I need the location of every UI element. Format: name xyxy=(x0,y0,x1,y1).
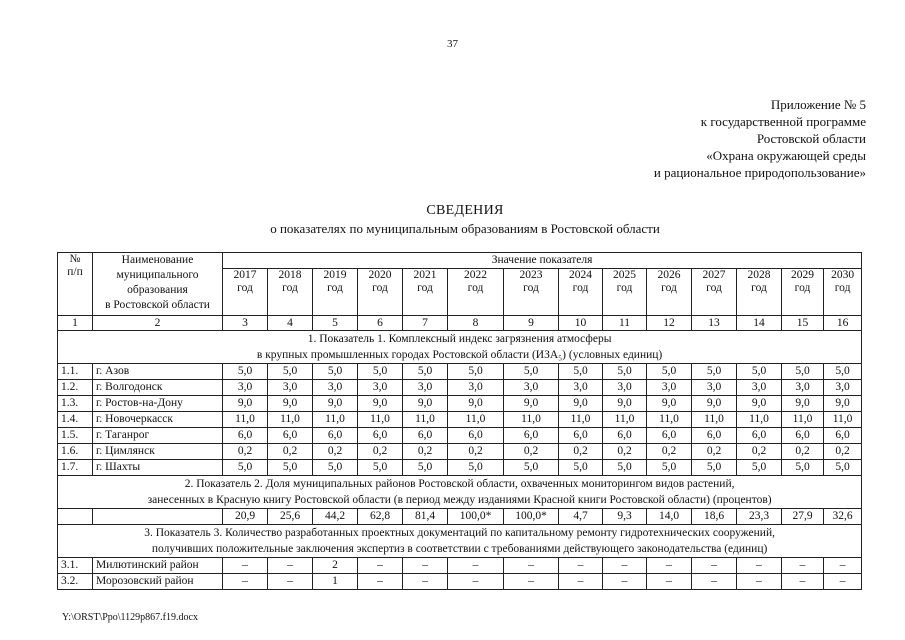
row-number: 1.1. xyxy=(58,364,93,380)
indicator-value: 3,0 xyxy=(647,380,692,396)
year-value: 2017 xyxy=(233,269,257,281)
year-header xyxy=(603,269,647,316)
indicator-value: – xyxy=(268,558,313,574)
indicator-value: 11,0 xyxy=(603,412,647,428)
indicator-value: – xyxy=(223,558,268,574)
indicator-value: 9,0 xyxy=(358,396,403,412)
indicator-value: 5,0 xyxy=(603,460,647,476)
column-number: 10 xyxy=(559,316,603,331)
indicator-value: 25,6 xyxy=(268,509,313,525)
indicator-value: 11,0 xyxy=(647,412,692,428)
indicator-value: 5,0 xyxy=(504,460,559,476)
column-number: 16 xyxy=(824,316,862,331)
indicator-value: 5,0 xyxy=(603,364,647,380)
table-row xyxy=(58,380,862,396)
indicator-value: 3,0 xyxy=(268,380,313,396)
indicator-value: – xyxy=(737,574,782,590)
indicator-value: 5,0 xyxy=(268,364,313,380)
indicator-value: 6,0 xyxy=(313,428,358,444)
indicator-value: 9,0 xyxy=(268,396,313,412)
indicator-value: 6,0 xyxy=(559,428,603,444)
indicator-value: – xyxy=(692,574,737,590)
indicator-value: 5,0 xyxy=(737,364,782,380)
column-number: 6 xyxy=(358,316,403,331)
row-number: 1.3. xyxy=(58,396,93,412)
indicator-value: 11,0 xyxy=(268,412,313,428)
indicator-value: 3,0 xyxy=(692,380,737,396)
header-values: Значение показателя xyxy=(223,253,862,269)
indicator-value: 3,0 xyxy=(603,380,647,396)
indicator-value: 0,2 xyxy=(647,444,692,460)
indicator-value: 11,0 xyxy=(737,412,782,428)
indicator-value: 11,0 xyxy=(692,412,737,428)
indicator-value: 3,0 xyxy=(358,380,403,396)
indicator-value: 5,0 xyxy=(448,460,504,476)
indicator-value: 9,0 xyxy=(603,396,647,412)
year-suffix: год xyxy=(616,282,633,294)
column-number: 11 xyxy=(603,316,647,331)
indicator-value: 3,0 xyxy=(448,380,504,396)
section-title: 2. Показатель 2. Доля муниципальных районов Ростовской области, охваченных мониторингом видов растений, занесенных в Красную книгу Ростовской области (в период между изданиями Красной книги Ростовской области) (процентов) xyxy=(58,476,862,509)
municipality-name: Морозовский район xyxy=(93,574,223,590)
indicator-value: 27,9 xyxy=(782,509,824,525)
year-value: 2028 xyxy=(747,269,771,281)
year-value: 2029 xyxy=(791,269,814,281)
row-number: 3.2. xyxy=(58,574,93,590)
page-number: 37 xyxy=(447,38,458,50)
indicator-value: 11,0 xyxy=(403,412,448,428)
indicator-value: 3,0 xyxy=(504,380,559,396)
indicator-value: 3,0 xyxy=(737,380,782,396)
indicator-value: – xyxy=(358,558,403,574)
indicator-value: 11,0 xyxy=(559,412,603,428)
indicator-value: 5,0 xyxy=(504,364,559,380)
indicator-value: 9,0 xyxy=(223,396,268,412)
indicator-value: – xyxy=(403,574,448,590)
indicator-value: 9,0 xyxy=(647,396,692,412)
indicator-value: 6,0 xyxy=(782,428,824,444)
indicator-value: 9,0 xyxy=(559,396,603,412)
municipality-name: г. Ростов-на-Дону xyxy=(93,396,223,412)
indicator-value: 0,2 xyxy=(603,444,647,460)
year-suffix: год xyxy=(751,282,767,294)
indicator-value: – xyxy=(559,558,603,574)
table-row xyxy=(58,444,862,460)
indicator-value: 9,0 xyxy=(504,396,559,412)
year-value: 2024 xyxy=(569,269,592,281)
indicator-value: 0,2 xyxy=(737,444,782,460)
indicator-value: 9,0 xyxy=(313,396,358,412)
indicator-value: 5,0 xyxy=(692,364,737,380)
indicator-value: 0,2 xyxy=(504,444,559,460)
row-number: 1.7. xyxy=(58,460,93,476)
year-header xyxy=(223,269,268,316)
row-number: 1.2. xyxy=(58,380,93,396)
indicator-value: 5,0 xyxy=(824,460,862,476)
year-header xyxy=(692,269,737,316)
indicator-value: 11,0 xyxy=(313,412,358,428)
indicator-value: 0,2 xyxy=(824,444,862,460)
column-number: 12 xyxy=(647,316,692,331)
year-value: 2019 xyxy=(323,269,347,281)
municipality-name: г. Азов xyxy=(93,364,223,380)
year-suffix: год xyxy=(372,282,388,294)
column-number: 2 xyxy=(93,316,223,331)
indicator-value: 100,0* xyxy=(504,509,559,525)
year-header xyxy=(504,269,559,316)
indicator-value: 11,0 xyxy=(824,412,862,428)
year-suffix: год xyxy=(417,282,433,294)
indicator-value: 5,0 xyxy=(737,460,782,476)
appendix-block xyxy=(560,96,866,181)
section-title: 1. Показатель 1. Комплексный индекс загрязнения атмосферы в крупных промышленных городах Ростовской области (ИЗА₅) (условных единиц) xyxy=(58,331,862,364)
indicator-value: 5,0 xyxy=(358,364,403,380)
file-path-footer: Y:\ORST\Ppo\1129p867.f19.docx xyxy=(62,612,198,623)
year-header xyxy=(559,269,603,316)
year-value: 2018 xyxy=(278,269,302,281)
municipality-name: г. Шахты xyxy=(93,460,223,476)
table-row xyxy=(58,558,862,574)
indicator-value: 3,0 xyxy=(559,380,603,396)
indicator-value: 4,7 xyxy=(559,509,603,525)
indicator-value: 0,2 xyxy=(268,444,313,460)
year-suffix: год xyxy=(661,282,677,294)
indicator-value: 5,0 xyxy=(358,460,403,476)
year-suffix: год xyxy=(834,282,851,294)
indicator-value: – xyxy=(647,574,692,590)
indicator-value: 6,0 xyxy=(824,428,862,444)
indicator-value: – xyxy=(782,574,824,590)
appendix-line: «Охрана окружающей среды xyxy=(706,148,866,163)
indicator-value: – xyxy=(603,574,647,590)
year-header xyxy=(737,269,782,316)
indicator-value: 44,2 xyxy=(313,509,358,525)
year-suffix: год xyxy=(327,282,343,294)
indicator-value: 0,2 xyxy=(223,444,268,460)
indicator-value: 6,0 xyxy=(692,428,737,444)
column-number: 5 xyxy=(313,316,358,331)
year-value: 2022 xyxy=(464,269,487,281)
indicator-value: – xyxy=(268,574,313,590)
year-value: 2025 xyxy=(613,269,636,281)
indicator-value: 18,6 xyxy=(692,509,737,525)
indicator-value: 5,0 xyxy=(313,460,358,476)
appendix-line: Ростовской области xyxy=(756,131,866,146)
year-value: 2027 xyxy=(702,269,726,281)
municipality-name: г. Волгодонск xyxy=(93,380,223,396)
year-header xyxy=(403,269,448,316)
table-row xyxy=(58,396,862,412)
indicator-value: 6,0 xyxy=(504,428,559,444)
year-suffix: год xyxy=(282,282,298,294)
municipality-name xyxy=(93,509,223,525)
indicator-value: 14,0 xyxy=(647,509,692,525)
year-suffix: год xyxy=(467,282,484,294)
year-suffix: год xyxy=(523,282,539,294)
document-title: СВЕДЕНИЯ xyxy=(426,203,504,218)
indicator-value: 6,0 xyxy=(647,428,692,444)
column-number: 3 xyxy=(223,316,268,331)
row-number xyxy=(58,509,93,525)
indicator-value: 11,0 xyxy=(504,412,559,428)
indicator-value: 5,0 xyxy=(824,364,862,380)
appendix-line: и рациональное природопользование» xyxy=(653,165,866,180)
row-number: 3.1. xyxy=(58,558,93,574)
indicator-value: 6,0 xyxy=(223,428,268,444)
column-number: 9 xyxy=(504,316,559,331)
indicator-value: 0,2 xyxy=(313,444,358,460)
indicator-value: 11,0 xyxy=(358,412,403,428)
indicator-value: 3,0 xyxy=(824,380,862,396)
indicator-value: 5,0 xyxy=(559,460,603,476)
indicator-value: 2 xyxy=(313,558,358,574)
table-row xyxy=(58,509,862,525)
indicator-value: – xyxy=(603,558,647,574)
municipality-name: Милютинский район xyxy=(93,558,223,574)
indicator-value: 5,0 xyxy=(559,364,603,380)
year-header xyxy=(782,269,824,316)
year-header xyxy=(824,269,862,316)
indicator-value: – xyxy=(504,574,559,590)
indicator-value: 3,0 xyxy=(782,380,824,396)
indicator-value: 1 xyxy=(313,574,358,590)
indicator-value: 5,0 xyxy=(403,364,448,380)
indicator-value: 5,0 xyxy=(403,460,448,476)
indicator-value: – xyxy=(824,574,862,590)
indicator-value: 0,2 xyxy=(358,444,403,460)
year-value: 2021 xyxy=(413,269,437,281)
indicator-value: 0,2 xyxy=(559,444,603,460)
indicator-value: 3,0 xyxy=(223,380,268,396)
indicator-value: 62,8 xyxy=(358,509,403,525)
indicator-value: 9,0 xyxy=(448,396,504,412)
document-subtitle: о показателях по муниципальным образованиям в Ростовской области xyxy=(270,221,660,236)
indicator-value: 11,0 xyxy=(448,412,504,428)
table-row xyxy=(58,460,862,476)
indicator-value: – xyxy=(824,558,862,574)
indicator-value: 5,0 xyxy=(647,460,692,476)
indicator-value: 3,0 xyxy=(313,380,358,396)
indicator-value: – xyxy=(448,558,504,574)
indicator-value: 100,0* xyxy=(448,509,504,525)
indicator-value: 6,0 xyxy=(403,428,448,444)
column-number: 13 xyxy=(692,316,737,331)
municipality-name: г. Новочеркасск xyxy=(93,412,223,428)
indicator-value: 5,0 xyxy=(647,364,692,380)
column-number: 7 xyxy=(403,316,448,331)
indicator-value: 5,0 xyxy=(782,460,824,476)
indicator-value: – xyxy=(737,558,782,574)
indicator-value: 5,0 xyxy=(448,364,504,380)
indicator-value: 9,0 xyxy=(737,396,782,412)
indicator-value: 5,0 xyxy=(268,460,313,476)
column-number: 14 xyxy=(737,316,782,331)
indicator-value: 6,0 xyxy=(737,428,782,444)
indicator-value: 9,0 xyxy=(692,396,737,412)
indicator-value: 3,0 xyxy=(403,380,448,396)
section-title: 3. Показатель 3. Количество разработанных проектных документаций по капитальному ремонту гидротехнических сооружений, получивших положительные заключения экспертиз в соответствии с требованиями действующего законодательства (единиц) xyxy=(58,525,862,558)
indicator-value: 0,2 xyxy=(403,444,448,460)
year-suffix: год xyxy=(572,282,589,294)
municipality-name: г. Цимлянск xyxy=(93,444,223,460)
indicator-value: – xyxy=(559,574,603,590)
indicator-value: 9,3 xyxy=(603,509,647,525)
indicator-value: 20,9 xyxy=(223,509,268,525)
indicator-value: 0,2 xyxy=(782,444,824,460)
municipality-name: г. Таганрог xyxy=(93,428,223,444)
indicator-value: 6,0 xyxy=(448,428,504,444)
indicator-value: – xyxy=(358,574,403,590)
indicator-value: 6,0 xyxy=(268,428,313,444)
indicator-value: 6,0 xyxy=(603,428,647,444)
column-number: 1 xyxy=(58,316,93,331)
indicator-value: – xyxy=(223,574,268,590)
indicator-value: – xyxy=(782,558,824,574)
table-row xyxy=(58,364,862,380)
appendix-line: Приложение № 5 xyxy=(770,97,866,112)
appendix-line: к государственной программе xyxy=(700,114,866,129)
indicator-value: 9,0 xyxy=(824,396,862,412)
indicator-value: 5,0 xyxy=(223,364,268,380)
year-header xyxy=(313,269,358,316)
indicator-value: 11,0 xyxy=(223,412,268,428)
row-number: 1.5. xyxy=(58,428,93,444)
year-value: 2023 xyxy=(519,269,543,281)
year-value: 2020 xyxy=(368,269,392,281)
indicator-value: – xyxy=(647,558,692,574)
year-suffix: год xyxy=(794,282,811,294)
indicator-value: 0,2 xyxy=(692,444,737,460)
year-header xyxy=(358,269,403,316)
indicator-value: 9,0 xyxy=(403,396,448,412)
indicator-value: 11,0 xyxy=(782,412,824,428)
year-suffix: год xyxy=(706,282,722,294)
header-name: Наименование муниципального образования в Ростовской области xyxy=(93,253,223,316)
indicator-value: 5,0 xyxy=(223,460,268,476)
year-value: 2030 xyxy=(831,269,855,281)
indicator-value: 9,0 xyxy=(782,396,824,412)
column-number: 15 xyxy=(782,316,824,331)
indicator-value: – xyxy=(692,558,737,574)
table-row xyxy=(58,428,862,444)
indicator-value: – xyxy=(403,558,448,574)
row-number: 1.4. xyxy=(58,412,93,428)
table-row xyxy=(58,574,862,590)
header-number: № п/п xyxy=(58,253,93,316)
year-suffix: год xyxy=(237,282,253,294)
year-header xyxy=(448,269,504,316)
indicator-value: 6,0 xyxy=(358,428,403,444)
indicator-value: 5,0 xyxy=(692,460,737,476)
indicator-value: 81,4 xyxy=(403,509,448,525)
indicator-value: 5,0 xyxy=(782,364,824,380)
year-header xyxy=(647,269,692,316)
indicators-table xyxy=(57,252,862,590)
indicator-value: 5,0 xyxy=(313,364,358,380)
column-number: 4 xyxy=(268,316,313,331)
year-header xyxy=(268,269,313,316)
indicator-value: 32,6 xyxy=(824,509,862,525)
row-number: 1.6. xyxy=(58,444,93,460)
table-row xyxy=(58,412,862,428)
year-value: 2026 xyxy=(657,269,681,281)
indicator-value: 0,2 xyxy=(448,444,504,460)
indicator-value: 23,3 xyxy=(737,509,782,525)
column-number: 8 xyxy=(448,316,504,331)
indicator-value: – xyxy=(504,558,559,574)
indicator-value: – xyxy=(448,574,504,590)
